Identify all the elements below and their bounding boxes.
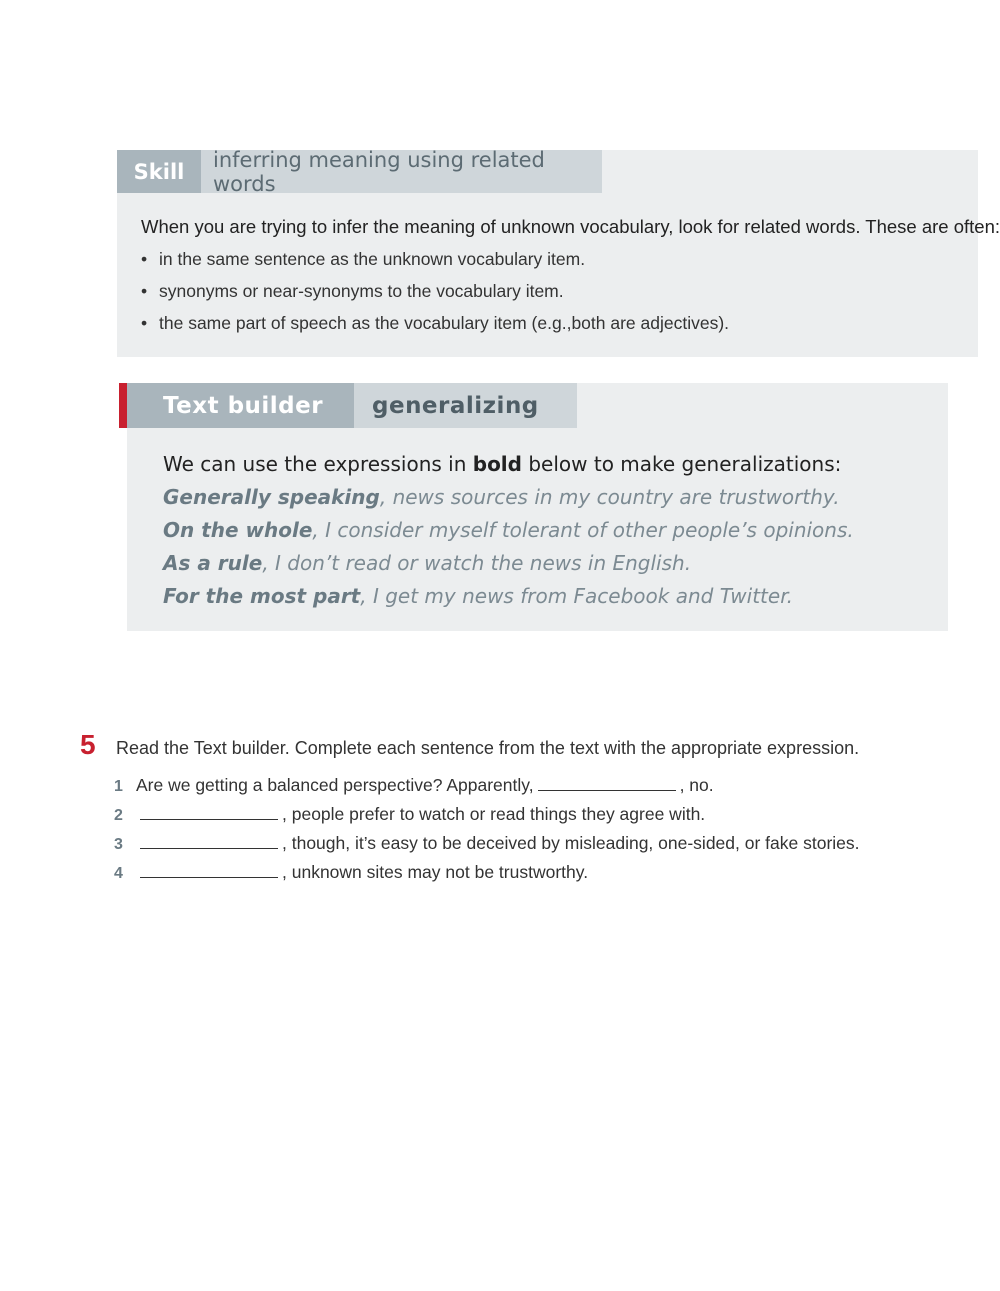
text-builder-box — [127, 383, 948, 631]
text-builder-examples — [163, 483, 854, 615]
skill-intro: When you are trying to infer the meaning of unknown vocabulary, look for related words. These are often: — [141, 216, 1000, 237]
text-builder-lead: We can use the expressions in bold below to make generalizations: — [163, 452, 842, 476]
text-builder-accent-bar — [119, 383, 127, 428]
skill-list — [141, 248, 729, 344]
answer-blank-1[interactable] — [538, 776, 676, 791]
skill-tag-label: Skill — [117, 150, 201, 193]
item-text-after: , people prefer to watch or read things they agree with. — [282, 804, 706, 824]
list-item: • in the same sentence as the unknown vocabulary item. — [141, 249, 586, 269]
exercise-items — [114, 775, 860, 891]
list-item: • the same part of speech as the vocabulary item (e.g.,both are adjectives). — [141, 313, 730, 333]
exercise-number: 5 — [80, 729, 96, 760]
item-text-before: Are we getting a balanced perspective? Apparently, — [136, 775, 534, 795]
bullet-icon: • — [141, 249, 148, 269]
example-line: For the most part, I get my news from Facebook and Twitter. — [163, 584, 793, 608]
list-item: • synonyms or near-synonyms to the vocabulary item. — [141, 281, 564, 301]
item-text-after: , though, it’s easy to be deceived by misleading, one-sided, or fake stories. — [282, 833, 860, 853]
exercise-item — [114, 775, 860, 804]
item-number: 1 — [114, 778, 123, 795]
text-builder-header — [127, 383, 577, 428]
item-number: 4 — [114, 865, 123, 882]
text-builder-tag-label: Text builder — [127, 383, 354, 428]
exercise-item — [114, 862, 860, 891]
skill-title: inferring meaning using related words — [201, 150, 602, 193]
exercise-item — [114, 804, 860, 833]
example-line: As a rule, I don’t read or watch the news in English. — [163, 551, 692, 575]
answer-blank-3[interactable] — [140, 834, 278, 849]
item-number: 3 — [114, 836, 123, 853]
example-line: Generally speaking, news sources in my country are trustworthy. — [163, 485, 840, 509]
bullet-icon: • — [141, 313, 148, 333]
exercise-instruction: Read the Text builder. Complete each sentence from the text with the appropriate expression. — [116, 738, 860, 758]
item-text-after: , no. — [679, 775, 714, 795]
item-number: 2 — [114, 807, 123, 824]
answer-blank-2[interactable] — [140, 805, 278, 820]
example-line: On the whole, I consider myself tolerant of other people’s opinions. — [163, 518, 854, 542]
skill-box — [117, 147, 1000, 357]
answer-blank-4[interactable] — [140, 863, 278, 878]
text-builder-title: generalizing — [354, 383, 577, 428]
item-text-after: , unknown sites may not be trustworthy. — [282, 862, 589, 882]
bullet-icon: • — [141, 281, 148, 301]
skill-header — [117, 147, 602, 196]
exercise-item — [114, 833, 860, 862]
